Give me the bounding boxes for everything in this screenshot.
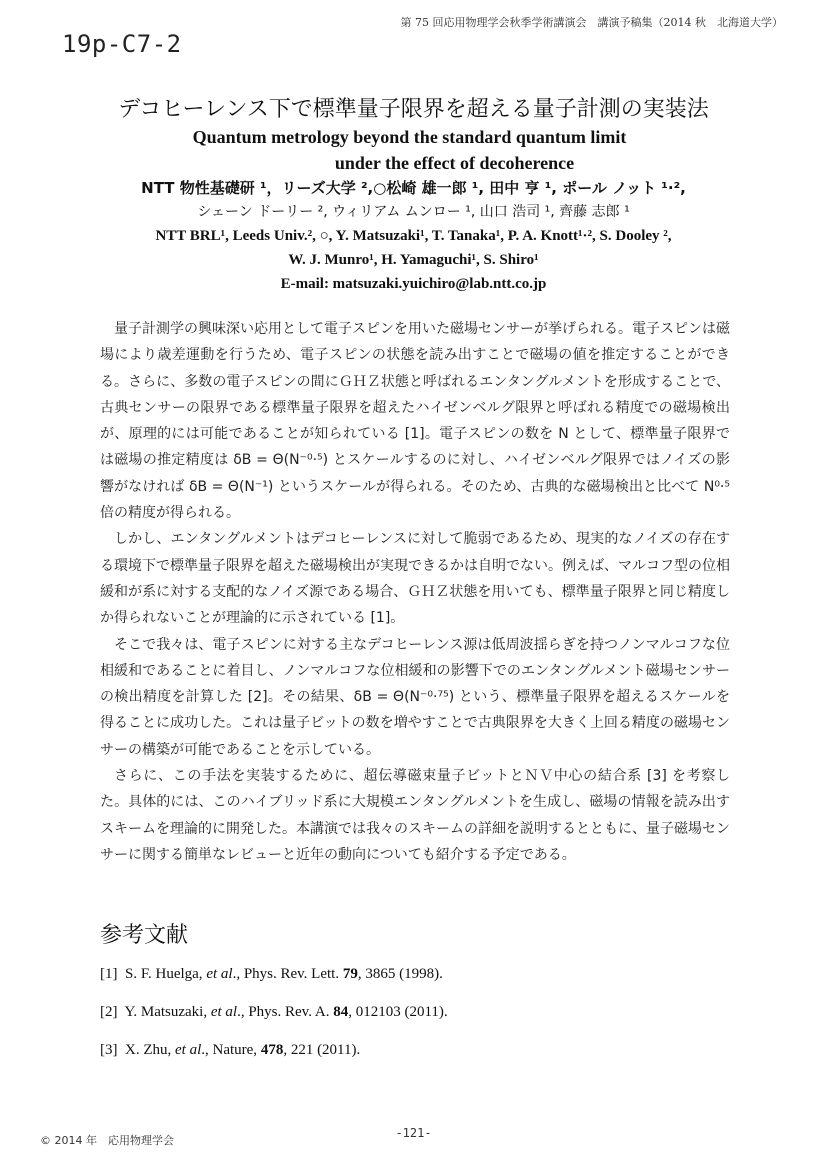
authors-ja-line1: NTT 物性基礎研 ¹，リーズ大学 ²,○松崎 雄一郎 ¹, 田中 亨 ¹, ポール ノット ¹·²,: [141, 179, 686, 197]
ref-etal: et al: [210, 1004, 238, 1020]
ref-journal: ., Phys. Rev. A.: [237, 1004, 334, 1020]
ref-authors: S. F. Huelga,: [125, 966, 207, 982]
page-number: -121-: [395, 1126, 432, 1140]
ref-volume: 84: [333, 1004, 349, 1020]
ref-etal: et al: [206, 966, 233, 982]
reference-item: [100, 962, 740, 1000]
ref-authors: Y. Matsuzaki,: [124, 1004, 211, 1020]
paragraph-3: そこで我々は、電子スピンに対する主なデコヒーレンス源は低周波揺らぎを持つノンマルコフな位相緩和であることに着目し、ノンマルコフな位相緩和の影響下でのエンタングルメント磁場センサーの検出精度を計算した [2]。その結果、δB = Θ(N⁻⁰·⁷⁵) という、標準量子限界を超えるスケールを得ることに成功した。これは量子ビットの数を増やすことで古典限界を大きく上回る精度の磁場センサーの構築が可能であることを示している。: [100, 636, 730, 758]
ref-journal: ., Phys. Rev. Lett.: [232, 966, 343, 982]
ref-volume: 478: [260, 1042, 284, 1058]
reference-list: [100, 962, 740, 1076]
ref-authors: X. Zhu,: [125, 1042, 175, 1058]
references-heading: 参考文献: [100, 923, 189, 948]
ref-num: [1]: [100, 966, 118, 982]
ref-pages: , 3865 (1998).: [357, 966, 443, 982]
ref-num: [3]: [100, 1042, 118, 1058]
title-japanese: デコヒーレンス下で標準量子限界を超える量子計測の実装法: [118, 97, 709, 122]
ref-pages: , 221 (2011).: [283, 1042, 361, 1058]
author-email: E-mail: matsuzaki.yuichiro@lab.ntt.co.jp: [280, 276, 547, 292]
authors-en-line1: NTT BRL¹, Leeds Univ.², ○, Y. Matsuzaki¹, T. Tanaka¹, P. A. Knott¹·², S. Dooley ²,: [155, 228, 672, 244]
reference-item: [100, 1038, 740, 1076]
ref-pages: , 012103 (2011).: [348, 1004, 448, 1020]
paragraph-2: しかし、エンタングルメントはデコヒーレンスに対して脆弱であるため、現実的なノイズの存在する環境下で標準量子限界を超えた磁場検出が実現できるかは自明でない。例えば、マルコフ型の位相緩和が系に対する支配的なノイズ源である場合、ＧＨＺ状態を用いても、標準量子限界と同じ精度しか得られないことが理論的に示されている [1]。: [100, 531, 730, 627]
reference-item: [100, 1000, 740, 1038]
abstract-body: [100, 316, 730, 868]
conference-header: 第 75 回応用物理学会秋季学術講演会 講演予稿集（2014 秋 北海道大学）: [400, 16, 783, 29]
author-block: [0, 176, 827, 296]
title-english: [0, 124, 827, 176]
session-id: 19p-C7-2: [62, 30, 182, 58]
paragraph-1: 量子計測学の興味深い応用として電子スピンを用いた磁場センサーが挙げられる。電子スピンは磁場により歳差運動を行うため、電子スピンの状態を読み出すことで磁場の値を推定することができる。さらに、多数の電子スピンの間にＧＨＺ状態と呼ばれるエンタングルメントを形成することで、古典センサーの限界である標準量子限界を超えたハイゼンベルグ限界と呼ばれる精度での磁場検出が、原理的には可能であることが知られている [1]。電子スピンの数を N として、標準量子限界では磁場の推定精度は δB = Θ(N⁻⁰·⁵) とスケールするのに対し、ハイゼンベルグ限界ではノイズの影響がなければ δB = Θ(N⁻¹) というスケールが得られる。そのため、古典的な磁場検出と比べて N⁰·⁵ 倍の精度が得られる。: [100, 321, 730, 522]
ref-etal: et al: [175, 1042, 202, 1058]
ref-volume: 79: [342, 966, 358, 982]
authors-ja-line2: シェーン ドーリー ², ウィリアム ムンロー ¹, 山口 浩司 ¹, 齊藤 志郎 ¹: [197, 204, 630, 220]
paragraph-4: さらに、この手法を実装するために、超伝導磁束量子ビットとＮＶ中心の結合系 [3] を考察した。具体的には、このハイブリッド系に大規模エンタングルメントを生成し、磁場の情報を読み出すスキームを理論的に開発した。本講演では我々のスキームの詳細を説明するとともに、量子磁場センサーに関する簡単なレビューと近年の動向についても紹介する予定である。: [100, 768, 730, 863]
ref-num: [2]: [100, 1004, 118, 1020]
authors-en-line2: W. J. Munro¹, H. Yamaguchi¹, S. Shiro¹: [288, 252, 539, 268]
copyright-footer: © 2014 年 応用物理学会: [40, 1134, 174, 1147]
title-english-line2: under the effect of decoherence: [334, 153, 575, 173]
title-english-line1: Quantum metrology beyond the standard quantum limit: [192, 127, 627, 147]
ref-journal: ., Nature,: [201, 1042, 261, 1058]
